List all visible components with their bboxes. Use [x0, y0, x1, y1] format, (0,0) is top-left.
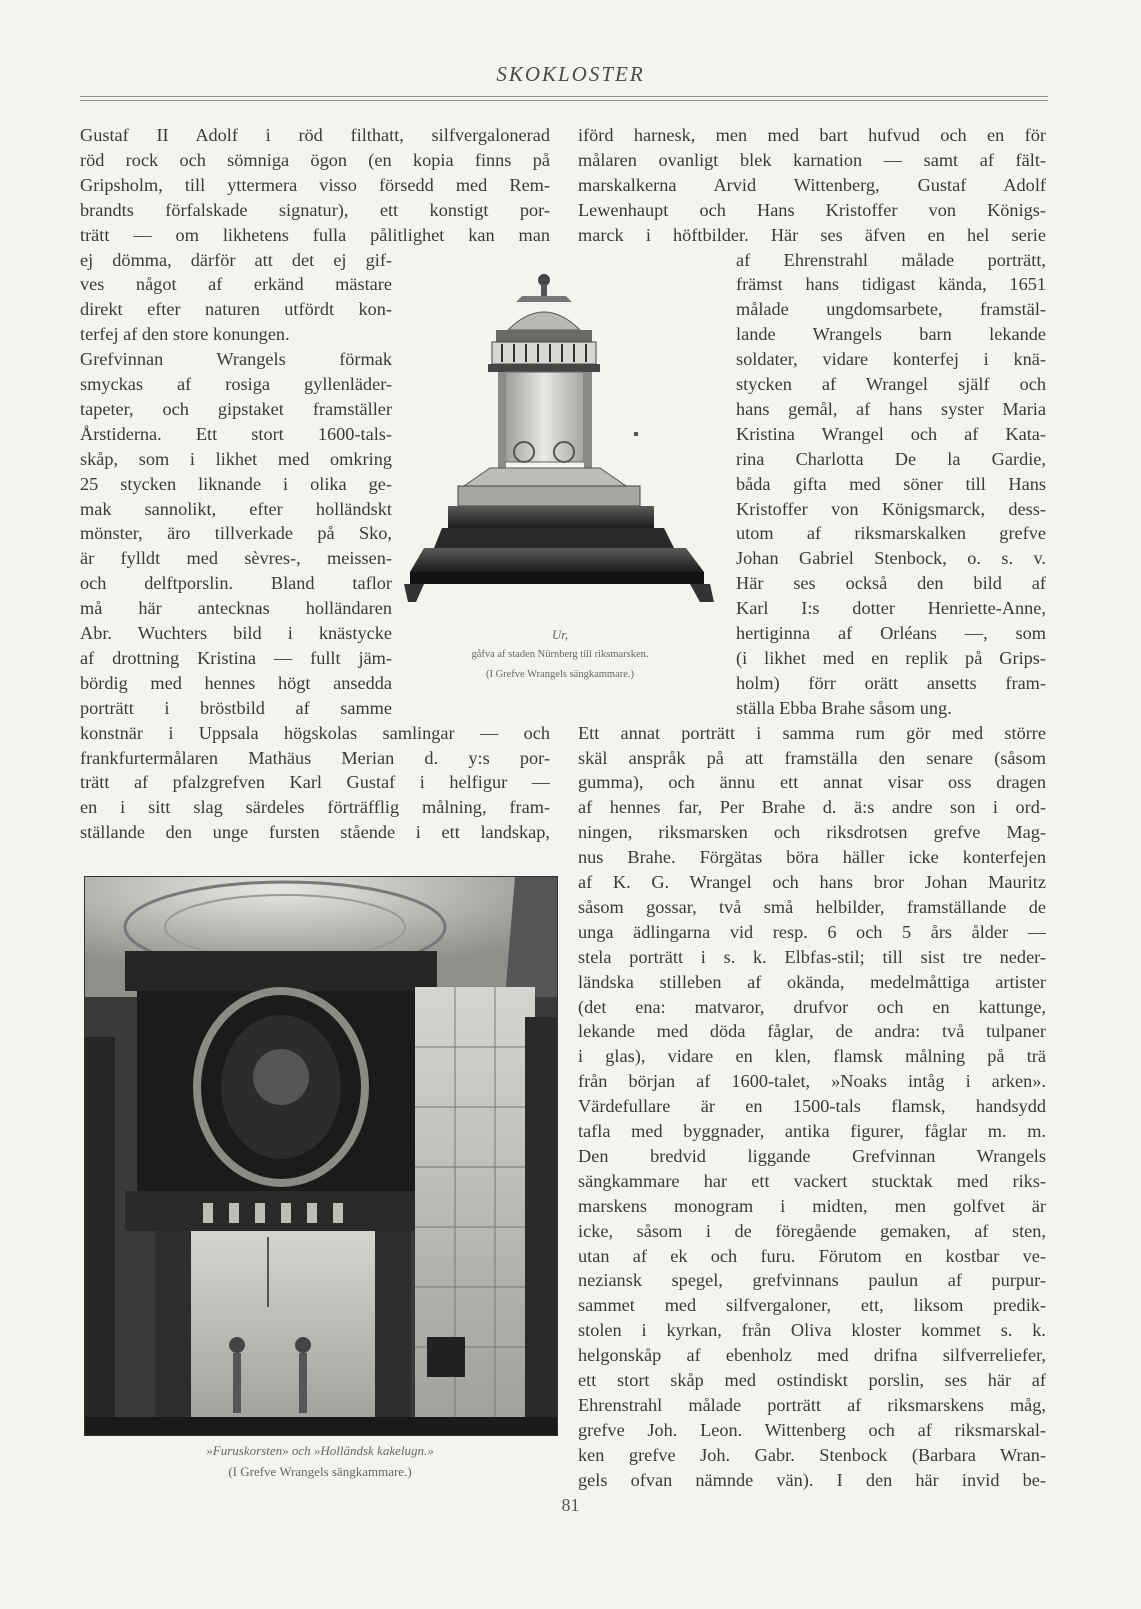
text-line: skåp, som i likhet med omkring	[80, 448, 392, 469]
text-line: gels ofvan nämnde vän). I den här invid be-	[578, 1469, 1046, 1490]
text-line: Grefvinnan Wrangels förmak	[80, 349, 392, 370]
text-line: Här ses också den bild af	[736, 573, 1046, 594]
text-line: grefve Joh. Leon. Wittenberg och af riksmarskal-	[578, 1419, 1046, 1440]
text-line: soldater, vidare konterfej i knä-	[736, 349, 1046, 370]
text-line: af hennes far, Per Brahe d. ä:s andre son i ord-	[578, 797, 1046, 818]
text-line: Den bredvid liggande Grefvinnan Wrangels	[578, 1145, 1046, 1166]
text-line: konstnär i Uppsala högskolas samlingar — och	[80, 722, 550, 743]
text-line: målaren ovanligt blek karnation — samt af fält-	[578, 149, 1046, 170]
text-line: Johan Gabriel Stenbock, o. s. v.	[736, 548, 1046, 569]
clock-caption-title: Ur,	[551, 627, 569, 642]
page-number: 81	[561, 1495, 580, 1515]
text-line: terfej af den store konungen.	[80, 324, 290, 345]
text-line: ej dömma, därför att det ej gif-	[80, 249, 392, 270]
text-line: af drottning Kristina — fullt jäm-	[80, 647, 392, 668]
text-line: hertiginna af Orléans —, som	[736, 623, 1046, 643]
text-line: tafla med byggnader, antika figurer, fåglar m. m.	[578, 1121, 1046, 1141]
text-line: ves något af erkänd mästare	[80, 274, 392, 295]
fireplace-photo	[84, 876, 558, 1436]
text-line: utom af riksmarskalken grefve	[736, 523, 1046, 544]
text-line: Gustaf II Adolf i röd filthatt, silfvergalonerad	[80, 125, 550, 145]
header-rule-top	[80, 96, 1048, 97]
text-line: af K. G. Wrangel och hans bror Johan Mauritz	[578, 872, 1046, 892]
text-line: (i likhet med en replik på Grips-	[736, 647, 1046, 668]
text-line: främst hans tidigast kända, 1651	[736, 274, 1046, 295]
text-line: Kristina Wrangel och af Kata-	[736, 423, 1046, 444]
text-line: (det ena: matvaror, drufvor och en kattunge,	[578, 996, 1046, 1017]
text-line: Ett annat porträtt i samma rum gör med större	[578, 722, 1046, 743]
text-line: lande Wrangels barn lekande	[736, 324, 1046, 345]
clock-caption-line: gåfva af staden Nürnberg till riksmarsken.	[471, 649, 649, 660]
text-line: må här antecknas holländaren	[80, 598, 392, 619]
text-line: målade ungdomsarbete, framstäl-	[736, 299, 1046, 320]
text-line: helgonskåp af ebenholz med drifna silfverreliefer,	[578, 1345, 1046, 1366]
text-line: Kristoffer von Königsmarck, dess-	[736, 498, 1046, 519]
text-line: Lewenhaupt och Hans Kristoffer von Königs-	[578, 199, 1046, 220]
text-line: trätt af pfalzgrefven Karl Gustaf i helfigur —	[80, 772, 550, 793]
text-line: holm) förr orätt ansetts fram-	[736, 672, 1046, 693]
text-line: sängkammare har ett vackert stucktak med riks-	[578, 1170, 1046, 1191]
text-line: ställa Ebba Brahe såsom ung.	[736, 697, 952, 718]
text-line: Årstiderna. Ett stort 1600-tals-	[80, 423, 392, 444]
text-line: och delftporslin. Bland taflor	[80, 573, 392, 594]
text-line: utan af ek och furu. Förutom en kostbar ve-	[578, 1245, 1046, 1266]
text-line: marskalkerna Arvid Wittenberg, Gustaf Adolf	[578, 174, 1046, 195]
text-line: rina Charlotta De la Gardie,	[736, 448, 1046, 469]
text-line: brandts förfalskade signatur), ett konstigt por-	[80, 199, 550, 220]
text-line: marskens monogram i midten, men golfvet är	[578, 1195, 1046, 1216]
text-line: hans gemål, af hans syster Maria	[736, 398, 1046, 419]
text-line: ställande den unge fursten stående i ett landskap,	[80, 822, 550, 843]
text-line: Värdefullare är en 1500-tals flamsk, handsydd	[578, 1096, 1046, 1117]
text-line: från början af 1600-talet, »Noaks intåg i arken».	[578, 1071, 1046, 1092]
text-line: stycken af Wrangel själf och	[736, 374, 1046, 394]
text-line: ländska stilleben af okända, medelmåttiga artister	[578, 971, 1046, 992]
text-line: stela porträtt i s. k. Elbfas-stil; till sist tre neder-	[578, 946, 1046, 967]
text-line: nus Brahe. Förgätas böra häller icke konterfejen	[578, 847, 1046, 868]
text-line: lekande med döda fåglar, de andra: två tulpaner	[578, 1021, 1046, 1042]
text-line: stolen i kyrkan, från Oliva kloster kommet s. k.	[578, 1320, 1046, 1341]
text-line: icke, såsom i de föregående gemaken, af sten,	[578, 1220, 1046, 1241]
text-line: Abr. Wuchters bild i knästycke	[80, 623, 392, 643]
text-line: neziansk spegel, grefvinnans paulun af purpur-	[578, 1270, 1046, 1291]
text-line: såsom gossar, två små helbilder, framställande de	[578, 896, 1046, 917]
text-line: skäl anspråk på att framställa den senare (såsom	[578, 747, 1046, 768]
text-line: ken grefve Joh. Gabr. Stenbock (Barbara Wran-	[578, 1444, 1046, 1465]
text-line: direkt efter naturen utfördt kon-	[80, 299, 392, 320]
text-line: ett stort skåp med ostindiskt porslin, ses här af	[578, 1370, 1046, 1390]
text-line: smyckas af rosiga gyllenläder-	[80, 374, 392, 394]
header-rule-bottom	[80, 100, 1048, 101]
text-line: är fylldt med sèvres-, meissen-	[80, 548, 392, 569]
text-line: porträtt i bröstbild af samme	[80, 697, 392, 718]
text-line: mak sannolikt, efter holländskt	[80, 498, 392, 519]
text-line: röd rock och sömniga ögon (en kopia finns på	[80, 149, 550, 170]
text-line: i glas), vidare en klen, flamsk målning på trä	[578, 1046, 1046, 1067]
text-line: unga ädlingarna vid resp. 6 och 5 års ålder —	[578, 921, 1046, 942]
text-line: gumma), och ännu ett annat visar oss dragen	[578, 772, 1046, 793]
text-line: bördig med hennes högt ansedda	[80, 672, 392, 693]
running-header: SKOKLOSTER	[496, 62, 645, 86]
text-line: af Ehrenstrahl målade porträtt,	[736, 249, 1046, 270]
clock-caption-location: (I Grefve Wrangels sängkammare.)	[485, 669, 635, 680]
clock-illustration	[404, 272, 718, 628]
text-line: marck i höftbilder. Här ses äfven en hel serie	[578, 224, 1046, 245]
text-line: en i sitt slag särdeles förträfflig målning, fram-	[80, 797, 550, 818]
text-line: frankfurtermålaren Mathäus Merian d. y:s por-	[80, 747, 550, 768]
text-line: sammet med silfvergaloner, ett, liksom predik-	[578, 1295, 1046, 1316]
text-line: iförd harnesk, men med bart hufvud och en för	[578, 125, 1046, 145]
text-line: 25 stycken liknande i olika ge-	[80, 473, 392, 494]
text-line: Karl I:s dotter Henriette-Anne,	[736, 598, 1046, 619]
text-line: Ehrenstrahl målade porträtt af riksmarskens måg,	[578, 1394, 1046, 1415]
photo-caption-location: (I Grefve Wrangels sängkammare.)	[228, 1464, 412, 1479]
text-line: ningen, riksmarsken och riksdrotsen grefve Mag-	[578, 822, 1046, 843]
text-line: trätt — om likhetens fulla pålitlighet kan man	[80, 224, 550, 245]
text-line: tapeter, och gipstaket framställer	[80, 398, 392, 419]
text-line: mönster, äro tillverkade på Sko,	[80, 523, 392, 544]
photo-caption-title: »Furuskorsten» och »Holländsk kakelugn.»	[206, 1443, 434, 1458]
text-line: båda gifta med söner till Hans	[736, 473, 1046, 494]
text-line: Gripsholm, till yttermera visso försedd med Rem-	[80, 174, 550, 195]
